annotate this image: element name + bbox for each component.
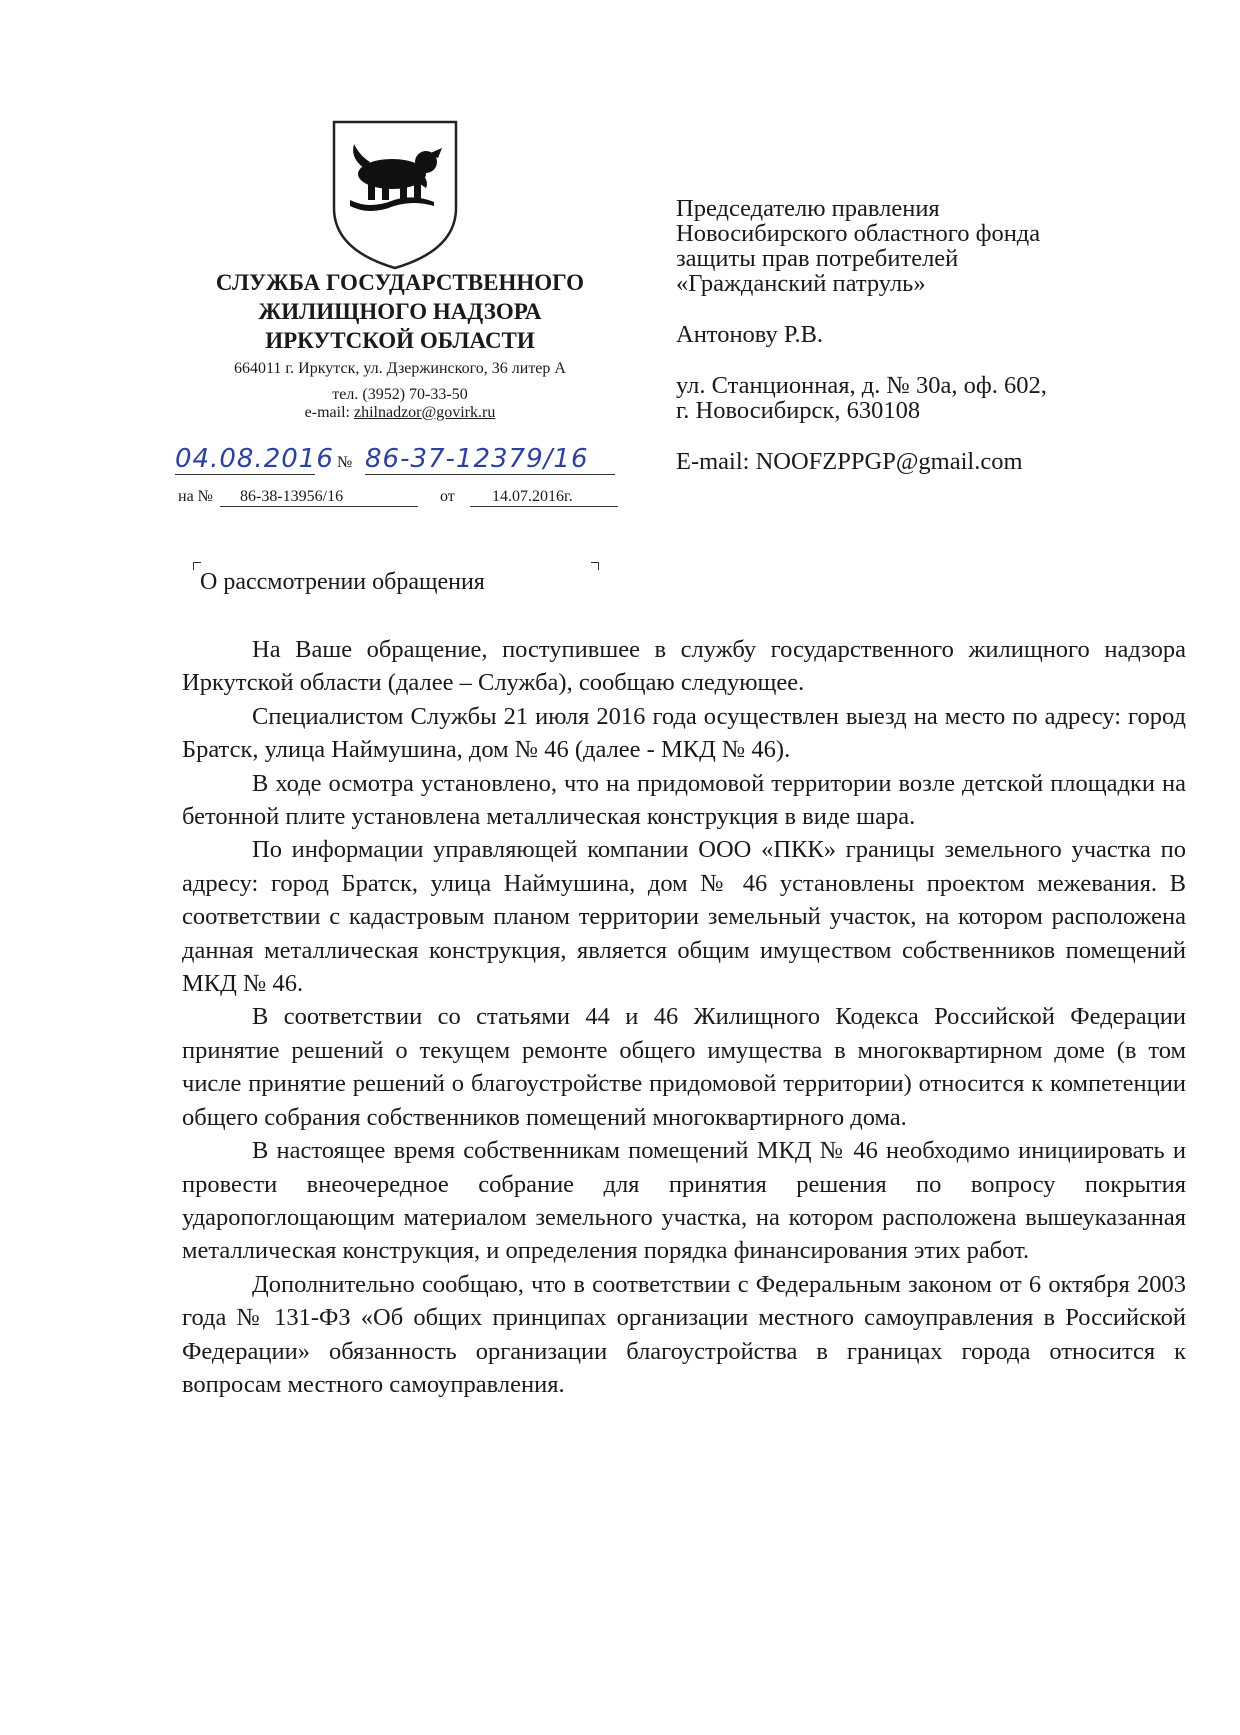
reference-prefix: на № — [178, 488, 213, 505]
email-link[interactable]: zhilnadzor@govirk.ru — [353, 404, 496, 421]
org-name-line: ЖИЛИЩНОГО НАДЗОРА — [258, 299, 542, 324]
reference-line — [178, 488, 618, 514]
letter-subject: О рассмотрении обращения — [200, 569, 485, 595]
recipient-address — [676, 373, 1196, 423]
number-sign: № — [337, 454, 353, 471]
registration-number: 86-37-12379/16 — [365, 444, 615, 475]
reference-from-label: от — [440, 488, 455, 505]
organization-name — [170, 268, 630, 355]
org-name-line: ИРКУТСКОЙ ОБЛАСТИ — [265, 328, 535, 353]
recipient-name: Антонову Р.В. — [676, 321, 824, 348]
letter-body — [182, 633, 1186, 1401]
body-paragraph: Специалистом Службы 21 июля 2016 года осуществлен выезд на место по адресу: город Братск, улица Наймушина, дом № 46 (далее - МКД № 46). — [182, 702, 1186, 764]
recipient-line: Новосибирского областного фонда — [676, 220, 1041, 247]
body-paragraph: По информации управляющей компании ООО «ПКК» границы земельного участка по адресу: город Братск, улица Наймушина, дом № 46 установлены проектом межевания. В соответствии с кадастровым планом территории земельный участок, на котором расположена данная металлическая конструкция, является общим имуществом собственников помещений МКД № 46. — [182, 836, 1186, 998]
recipient-line: Председателю правления — [676, 195, 940, 222]
organization-email — [170, 404, 630, 422]
reference-date: 14.07.2016г. — [470, 488, 618, 507]
body-paragraph: На Ваше обращение, поступившее в службу государственного жилищного надзора Иркутской области (далее – Служба), сообщаю следующее. — [182, 636, 1186, 697]
organization-phone: тел. (3952) 70-33-50 — [332, 386, 468, 403]
reference-number: 86-38-13956/16 — [220, 488, 418, 507]
registration-date: 04.08.2016 — [175, 444, 334, 474]
organization-address: 664011 г. Иркутск, ул. Дзержинского, 36 литер А — [234, 360, 566, 377]
body-paragraph: Дополнительно сообщаю, что в соответствии с Федеральным законом от 6 октября 2003 года № 131-ФЗ «Об общих принципах организации местного самоуправления в Российской Федерации» обязанность организации благоустройства в границах города относится к вопросам местного самоуправления. — [182, 1270, 1186, 1398]
org-name-line: СЛУЖБА ГОСУДАРСТВЕННОГО — [215, 270, 585, 295]
registration-line — [175, 444, 615, 480]
body-paragraph: В настоящее время собственникам помещений МКД № 46 необходимо инициировать и провести внеочередное собрание для принятия решения по вопросу покрытия ударопоглощающим материалом земельного участка, на котором расположена вышеуказанная металлическая конструкция, и определения порядка финансирования этих работ. — [182, 1137, 1186, 1265]
coat-of-arms-icon — [330, 118, 460, 270]
recipient-line: «Гражданский патруль» — [676, 270, 926, 297]
body-paragraph: В соответствии со статьями 44 и 46 Жилищного Кодекса Российской Федерации принятие решений о текущем ремонте общего имущества в многоквартирном доме (в том числе принятие решений о благоустройстве придомовой территории) относится к компетенции общего собрания собственников помещений многоквартирного дома. — [182, 1003, 1186, 1131]
body-paragraph: В ходе осмотра установлено, что на придомовой территории возле детской площадки на бетонной плите установлена металлическая конструкция в виде шара. — [182, 769, 1186, 831]
recipient-address-line: г. Новосибирск, 630108 — [676, 397, 921, 424]
email-label: e-mail: — [304, 404, 350, 421]
recipient-address-line: ул. Станционная, д. № 30а, оф. 602, — [676, 372, 1047, 399]
recipient-email: E-mail: NOOFZPPGP@gmail.com — [676, 448, 1023, 475]
recipient-line: защиты прав потребителей — [676, 245, 959, 272]
recipient-block — [676, 196, 1196, 474]
subject-bracket-right — [591, 562, 599, 570]
